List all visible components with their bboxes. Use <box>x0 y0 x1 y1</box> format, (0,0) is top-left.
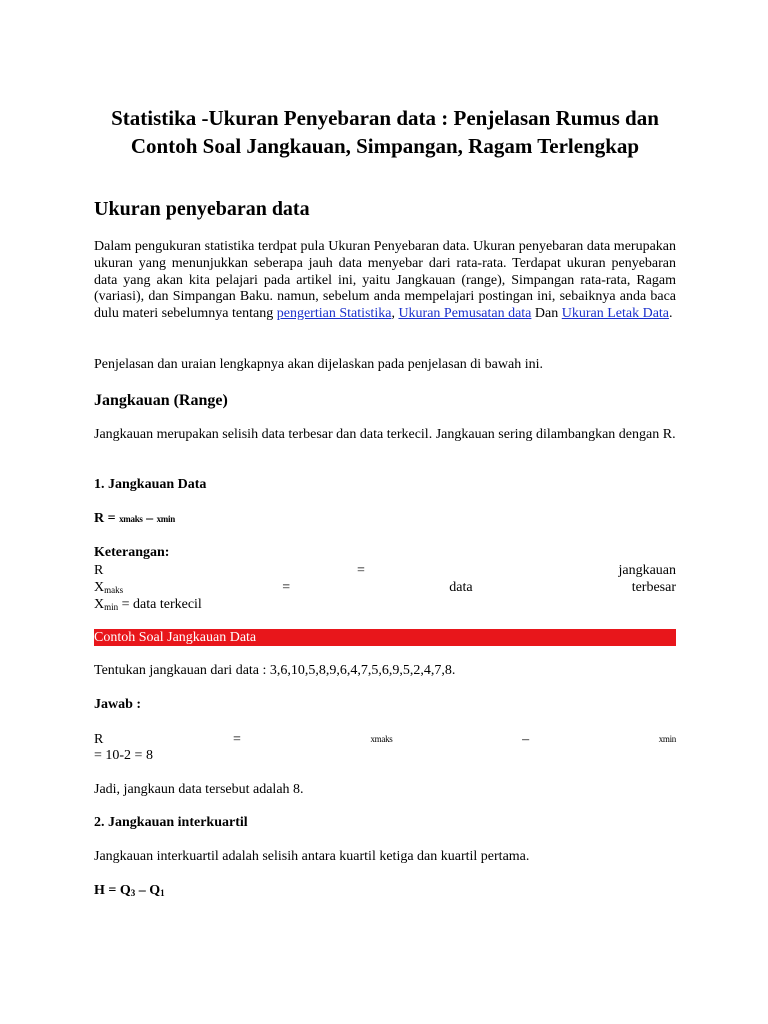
comma: , <box>391 306 395 322</box>
link-ukuran-letak[interactable]: Ukuran Letak Data <box>561 306 670 322</box>
ket-x: X <box>94 580 105 595</box>
intro-text: Dalam pengukuran statistika terdpat pula Ukuran Penyebaran data. Ukuran penyebaran data merupakan ukuran yang menunjukkan seberapa jauh data menyebar dari rata-rata. Terdapat ukuran penyebaran data yang akan kita pelajari pada artikel ini, yaitu Jangkauan (range), Simpangan rata-rata, Ragam (variasi), dan Simpangan Baku. namun, sebelum anda mempelajari postingan ini, sebaiknya anda baca dulu materi sebelumnya tentang <box>94 239 676 322</box>
sub2-heading: 2. Jangkauan interkuartil <box>94 815 248 830</box>
jawab-label: Jawab : <box>94 697 142 712</box>
formula-h-q: H = Q <box>94 883 131 898</box>
formula-h-minus: – Q <box>135 883 161 898</box>
ket-r-desc: jangkauan <box>618 563 676 578</box>
formula-xmin: xmin <box>156 514 175 524</box>
formula-xmaks: xmaks <box>119 514 143 524</box>
ans-eq: = <box>232 732 241 747</box>
ans-xmin: xmin <box>658 734 676 744</box>
jadi-text: Jadi, jangkaun data tersebut adalah 8. <box>94 782 304 797</box>
ket-xmin <box>94 596 202 616</box>
ans-dash: – <box>522 732 530 747</box>
formula-h <box>94 883 676 902</box>
ket-maks-sub: maks <box>104 585 124 595</box>
ket-r-eq: = <box>356 563 365 578</box>
answer-formula-row <box>94 731 676 748</box>
soal-text: Tentukan jangkauan dari data : 3,6,10,5,8,9,6,4,7,5,6,9,5,2,4,7,8. <box>94 663 456 678</box>
formula-r: R = <box>94 511 120 526</box>
explain-paragraph: Penjelasan dan uraian lengkapnya akan dijelaskan pada penjelasan di bawah ini. <box>94 357 543 372</box>
link-ukuran-pemusatan[interactable]: Ukuran Pemusatan data <box>398 306 532 322</box>
answer-calc: = 10-2 = 8 <box>94 748 153 763</box>
range-heading: Jangkauan (Range) <box>94 392 228 409</box>
dan-text: Dan <box>534 306 559 322</box>
keterangan-xmin-row <box>94 596 676 616</box>
ket-xmaks-eq: = <box>282 580 291 595</box>
formula-range <box>94 511 676 528</box>
ket-data: data <box>449 580 473 595</box>
ket-terbesar: terbesar <box>631 580 676 595</box>
formula-h-sub1: 1 <box>160 888 165 898</box>
intro-paragraph <box>94 239 676 323</box>
keterangan-label: Keterangan: <box>94 545 170 560</box>
link-pengertian-statistika[interactable]: pengertian Statistika <box>276 306 392 322</box>
contoh-soal-bar: Contoh Soal Jangkauan Data <box>94 629 676 646</box>
ket-x2: X <box>94 597 105 612</box>
formula-minus: – <box>142 511 157 526</box>
ket-min-desc: = data terkecil <box>118 597 202 612</box>
keterangan-r-row <box>94 562 676 579</box>
range-paragraph: Jangkauan merupakan selisih data terbesar dan data terkecil. Jangkauan sering dilambangkan dengan R. <box>94 427 676 442</box>
formula-h-sub3: 3 <box>130 888 136 898</box>
period: . <box>669 306 673 322</box>
ket-r: R <box>94 563 104 578</box>
ans-r: R <box>94 732 104 747</box>
document-title: Statistika -Ukuran Penyebaran data : Penjelasan Rumus dan Contoh Soal Jangkauan, Simpangan, Ragam Terlengkap <box>111 106 659 158</box>
ans-xmaks: xmaks <box>370 734 393 744</box>
sub1-heading: 1. Jangkauan Data <box>94 477 207 492</box>
ket-min-sub: min <box>104 602 119 612</box>
interkuartil-text: Jangkauan interkuartil adalah selisih antara kuartil ketiga dan kuartil pertama. <box>94 849 530 864</box>
section-heading: Ukuran penyebaran data <box>94 198 310 220</box>
